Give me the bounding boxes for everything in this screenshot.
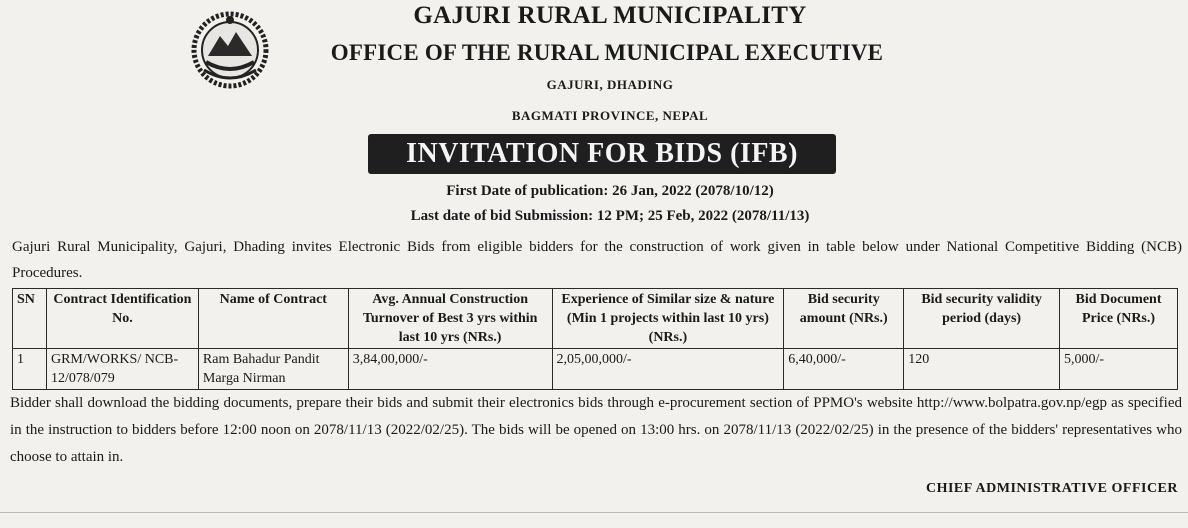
instructions-paragraph: Bidder shall download the bidding documents, prepare their bids and submit their electronics bids through e-procurement section of PPMO's website http://www.bolpatra.gov.np/egp as specified in the instruction to bidders before 12:00 noon on 2078/11/13 (2022/02/25). The bids will be opened on 13:00 hrs. on 2078/11/13 (2022/02/25) in the presence of the bidders' representatives who choose to attain in.: [10, 395, 1182, 465]
cell-sn: 1: [13, 349, 47, 390]
header-experience: Experience of Similar size & nature (Min 1 projects within last 10 yrs) (NRs.): [552, 289, 784, 349]
header-security-validity: Bid security validity period (days): [904, 289, 1060, 349]
first-publication-date: First Date of publication: 26 Jan, 2022 (2078/10/12): [446, 183, 774, 199]
header-bid-security: Bid security amount (NRs.): [784, 289, 904, 349]
bottom-divider: [0, 512, 1188, 513]
signatory: CHIEF ADMINISTRATIVE OFFICER: [925, 481, 1178, 496]
cell-bid-security: 6,40,000/-: [784, 349, 904, 390]
cell-contract-id: GRM/WORKS/ NCB-12/078/079: [46, 349, 198, 390]
header-contract-id: Contract Identification No.: [46, 289, 198, 349]
office-name: OFFICE OF THE RURAL MUNICIPAL EXECUTIVE: [330, 40, 884, 65]
nepal-emblem-icon: [186, 6, 274, 94]
notice-title: INVITATION FOR BIDS (IFB): [368, 134, 836, 174]
table-header-row: [13, 289, 1178, 349]
header-sn: SN: [13, 289, 47, 349]
header-avg-turnover: Avg. Annual Construction Turnover of Best 3 yrs within last 10 yrs (NRs.): [348, 289, 552, 349]
address-line-2: BAGMATI PROVINCE, NEPAL: [511, 108, 709, 123]
header-contract-name: Name of Contract: [198, 289, 348, 349]
header-document-price: Bid Document Price (NRs.): [1060, 289, 1178, 349]
cell-document-price: 5,000/-: [1060, 349, 1178, 390]
cell-security-validity: 120: [904, 349, 1060, 390]
cell-contract-name: Ram Bahadur Pandit Marga Nirman: [198, 349, 348, 390]
cell-experience: 2,05,00,000/-: [552, 349, 784, 390]
bids-table: [12, 288, 1178, 390]
address-line-1: GAJURI, DHADING: [546, 77, 674, 92]
last-submission-date: Last date of bid Submission: 12 PM; 25 Feb, 2022 (2078/11/13): [410, 208, 810, 224]
table-row: [13, 349, 1178, 390]
intro-paragraph: Gajuri Rural Municipality, Gajuri, Dhading invites Electronic Bids from eligible bidders for the construction of work given in table below under National Competitive Bidding (NCB) Procedures.: [12, 239, 1182, 281]
municipality-name: GAJURI RURAL MUNICIPALITY: [413, 2, 807, 29]
cell-avg-turnover: 3,84,00,000/-: [348, 349, 552, 390]
